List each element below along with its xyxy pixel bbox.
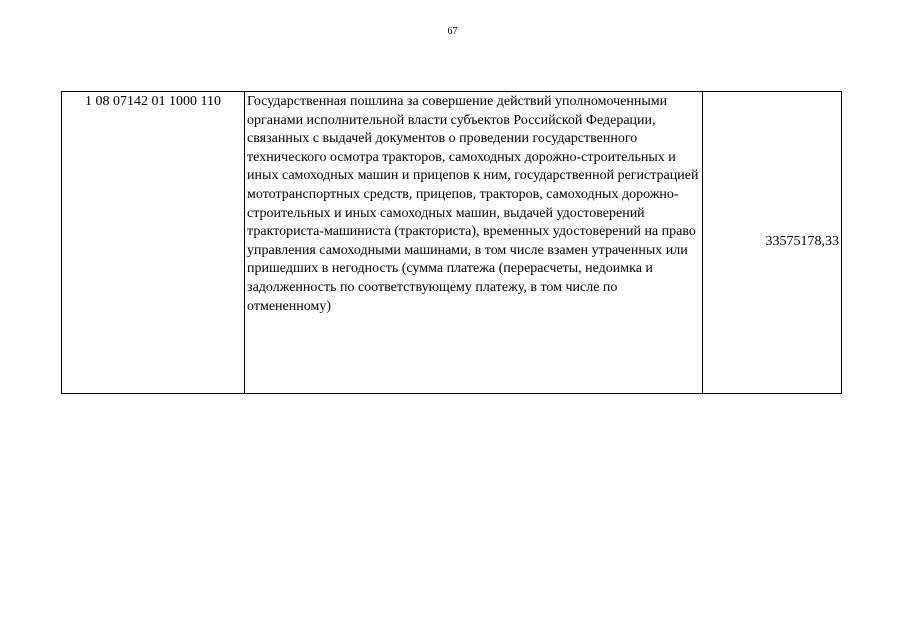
- revenue-description: Государственная пошлина за совершение действий уполномоченными органами исполнительной власти субъектов Российской Федерации, связанных с выдачей документов о проведении государственного технического осмотра тракторов, самоходных дорожно-строительных и иных самоходных машин и прицепов к ним, государственной регистрацией мототранспортных средств, прицепов, тракторов, самоходных дорожно-строительных и иных самоходных машин, выдачей удостоверений тракториста-машиниста (тракториста), временных удостоверений на право управления самоходными машинами, в том числе взамен утраченных или пришедших в негодность (сумма платежа (перерасчеты, недоимка и задолженность по соответствующему платежу, в том числе по отмененному): [245, 92, 703, 394]
- budget-revenue-table: [61, 91, 842, 394]
- page-number: 67: [447, 26, 458, 37]
- table-row: [62, 92, 842, 394]
- budget-classification-code: 1 08 07142 01 1000 110: [62, 92, 245, 394]
- revenue-amount: 33575178,33: [702, 92, 841, 394]
